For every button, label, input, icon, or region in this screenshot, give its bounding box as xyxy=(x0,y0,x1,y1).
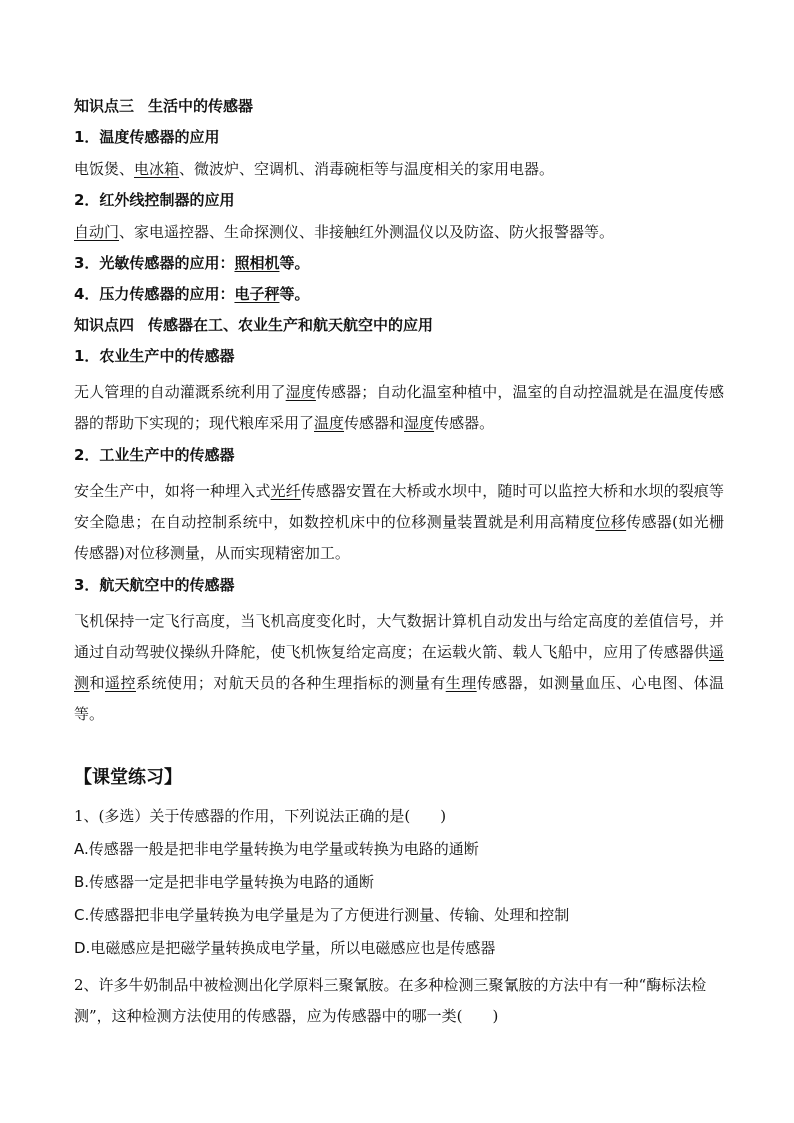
section-title-practice: 【课堂练习】 xyxy=(74,767,182,788)
subheading-aerospace-sensor: 3．航天航空中的传感器 xyxy=(74,576,235,594)
document-page xyxy=(74,96,724,1032)
underlined-term: 生理 xyxy=(445,674,477,692)
heading-knowledge-point-3 xyxy=(74,96,724,116)
subheading-agriculture-sensor: 1．农业生产中的传感器 xyxy=(74,347,235,365)
underlined-term: 遥测 xyxy=(74,643,724,692)
subheading-pressure-sensor: 4．压力传感器的应用：电子秤等。 xyxy=(74,285,310,303)
question-1-option-a: A.传感器一般是把非电学量转换为电学量或转换为电路的通断 xyxy=(74,840,479,858)
question-2: 2、许多牛奶制品中被检测出化学原料三聚氰胺。在多种检测三聚氰胺的方法中有一种“酶标法检测”，这种检测方法使用的传感器，应为传感器中的哪一类( ) xyxy=(74,976,707,1025)
question-1-option-d: D.电磁感应是把磁学量转换成电学量，所以电磁感应也是传感器 xyxy=(74,939,496,957)
underlined-term: 温度 xyxy=(314,414,345,432)
heading-number: 知识点三 xyxy=(74,97,135,115)
paragraph-industry-sensor: 安全生产中，如将一种埋入式光纤传感器安置在大桥或水坝中，随时可以监控大桥和水坝的裂痕等安全隐患；在自动控制系统中，如数控机床中的位移测量装置就是利用高精度位移传感器(如光栅传感器)对位移测量，从而实现精密加工。 xyxy=(74,482,724,562)
underlined-term: 湿度 xyxy=(404,414,435,432)
underlined-term: 电子秤 xyxy=(234,285,280,303)
heading-number: 知识点四 xyxy=(74,316,135,334)
paragraph-infrared-controller: 自动门、家电遥控器、生命探测仪、非接触红外测温仪以及防盗、防火报警器等。 xyxy=(74,223,615,241)
subheading-photosensitive-sensor: 3．光敏传感器的应用：照相机等。 xyxy=(74,254,310,272)
underlined-term: 湿度 xyxy=(285,383,316,401)
subheading-infrared-controller: 2．红外线控制器的应用 xyxy=(74,191,235,209)
heading-text: 传感器在工、农业生产和航天航空中的应用 xyxy=(148,316,434,334)
underlined-term: 遥控 xyxy=(105,674,136,692)
question-1-option-b: B.传感器一定是把非电学量转换为电路的通断 xyxy=(74,873,375,891)
subheading-temperature-sensor: 1．温度传感器的应用 xyxy=(74,128,220,146)
question-1: 1、(多选）关于传感器的作用，下列说法正确的是( ) xyxy=(74,807,447,825)
underlined-term: 光纤 xyxy=(270,482,301,500)
question-1-option-c: C.传感器把非电学量转换为电学量是为了方便进行测量、传输、处理和控制 xyxy=(74,906,570,924)
paragraph-agriculture-sensor: 无人管理的自动灌溉系统利用了湿度传感器；自动化温室种植中，温室的自动控温就是在温度传感器的帮助下实现的；现代粮库采用了温度传感器和湿度传感器。 xyxy=(74,383,724,432)
paragraph-temperature-sensor: 电饭煲、电冰箱、微波炉、空调机、消毒碗柜等与温度相关的家用电器。 xyxy=(74,160,555,178)
underlined-term: 电冰箱 xyxy=(134,160,180,178)
underlined-term: 位移 xyxy=(595,513,627,531)
underlined-term: 照相机 xyxy=(234,254,280,272)
paragraph-aerospace-sensor: 飞机保持一定飞行高度，当飞机高度变化时，大气数据计算机自动发出与给定高度的差值信号，并通过自动驾驶仪操纵升降舵，使飞机恢复给定高度；在运载火箭、载人飞船中，应用了传感器供遥测和遥控系统使用；对航天员的各种生理指标的测量有生理传感器，如测量血压、心电图、体温等。 xyxy=(74,612,724,723)
subheading-industry-sensor: 2．工业生产中的传感器 xyxy=(74,446,235,464)
heading-text: 生活中的传感器 xyxy=(148,97,254,115)
underlined-term: 自动门 xyxy=(74,223,120,241)
heading-knowledge-point-4 xyxy=(74,315,724,335)
